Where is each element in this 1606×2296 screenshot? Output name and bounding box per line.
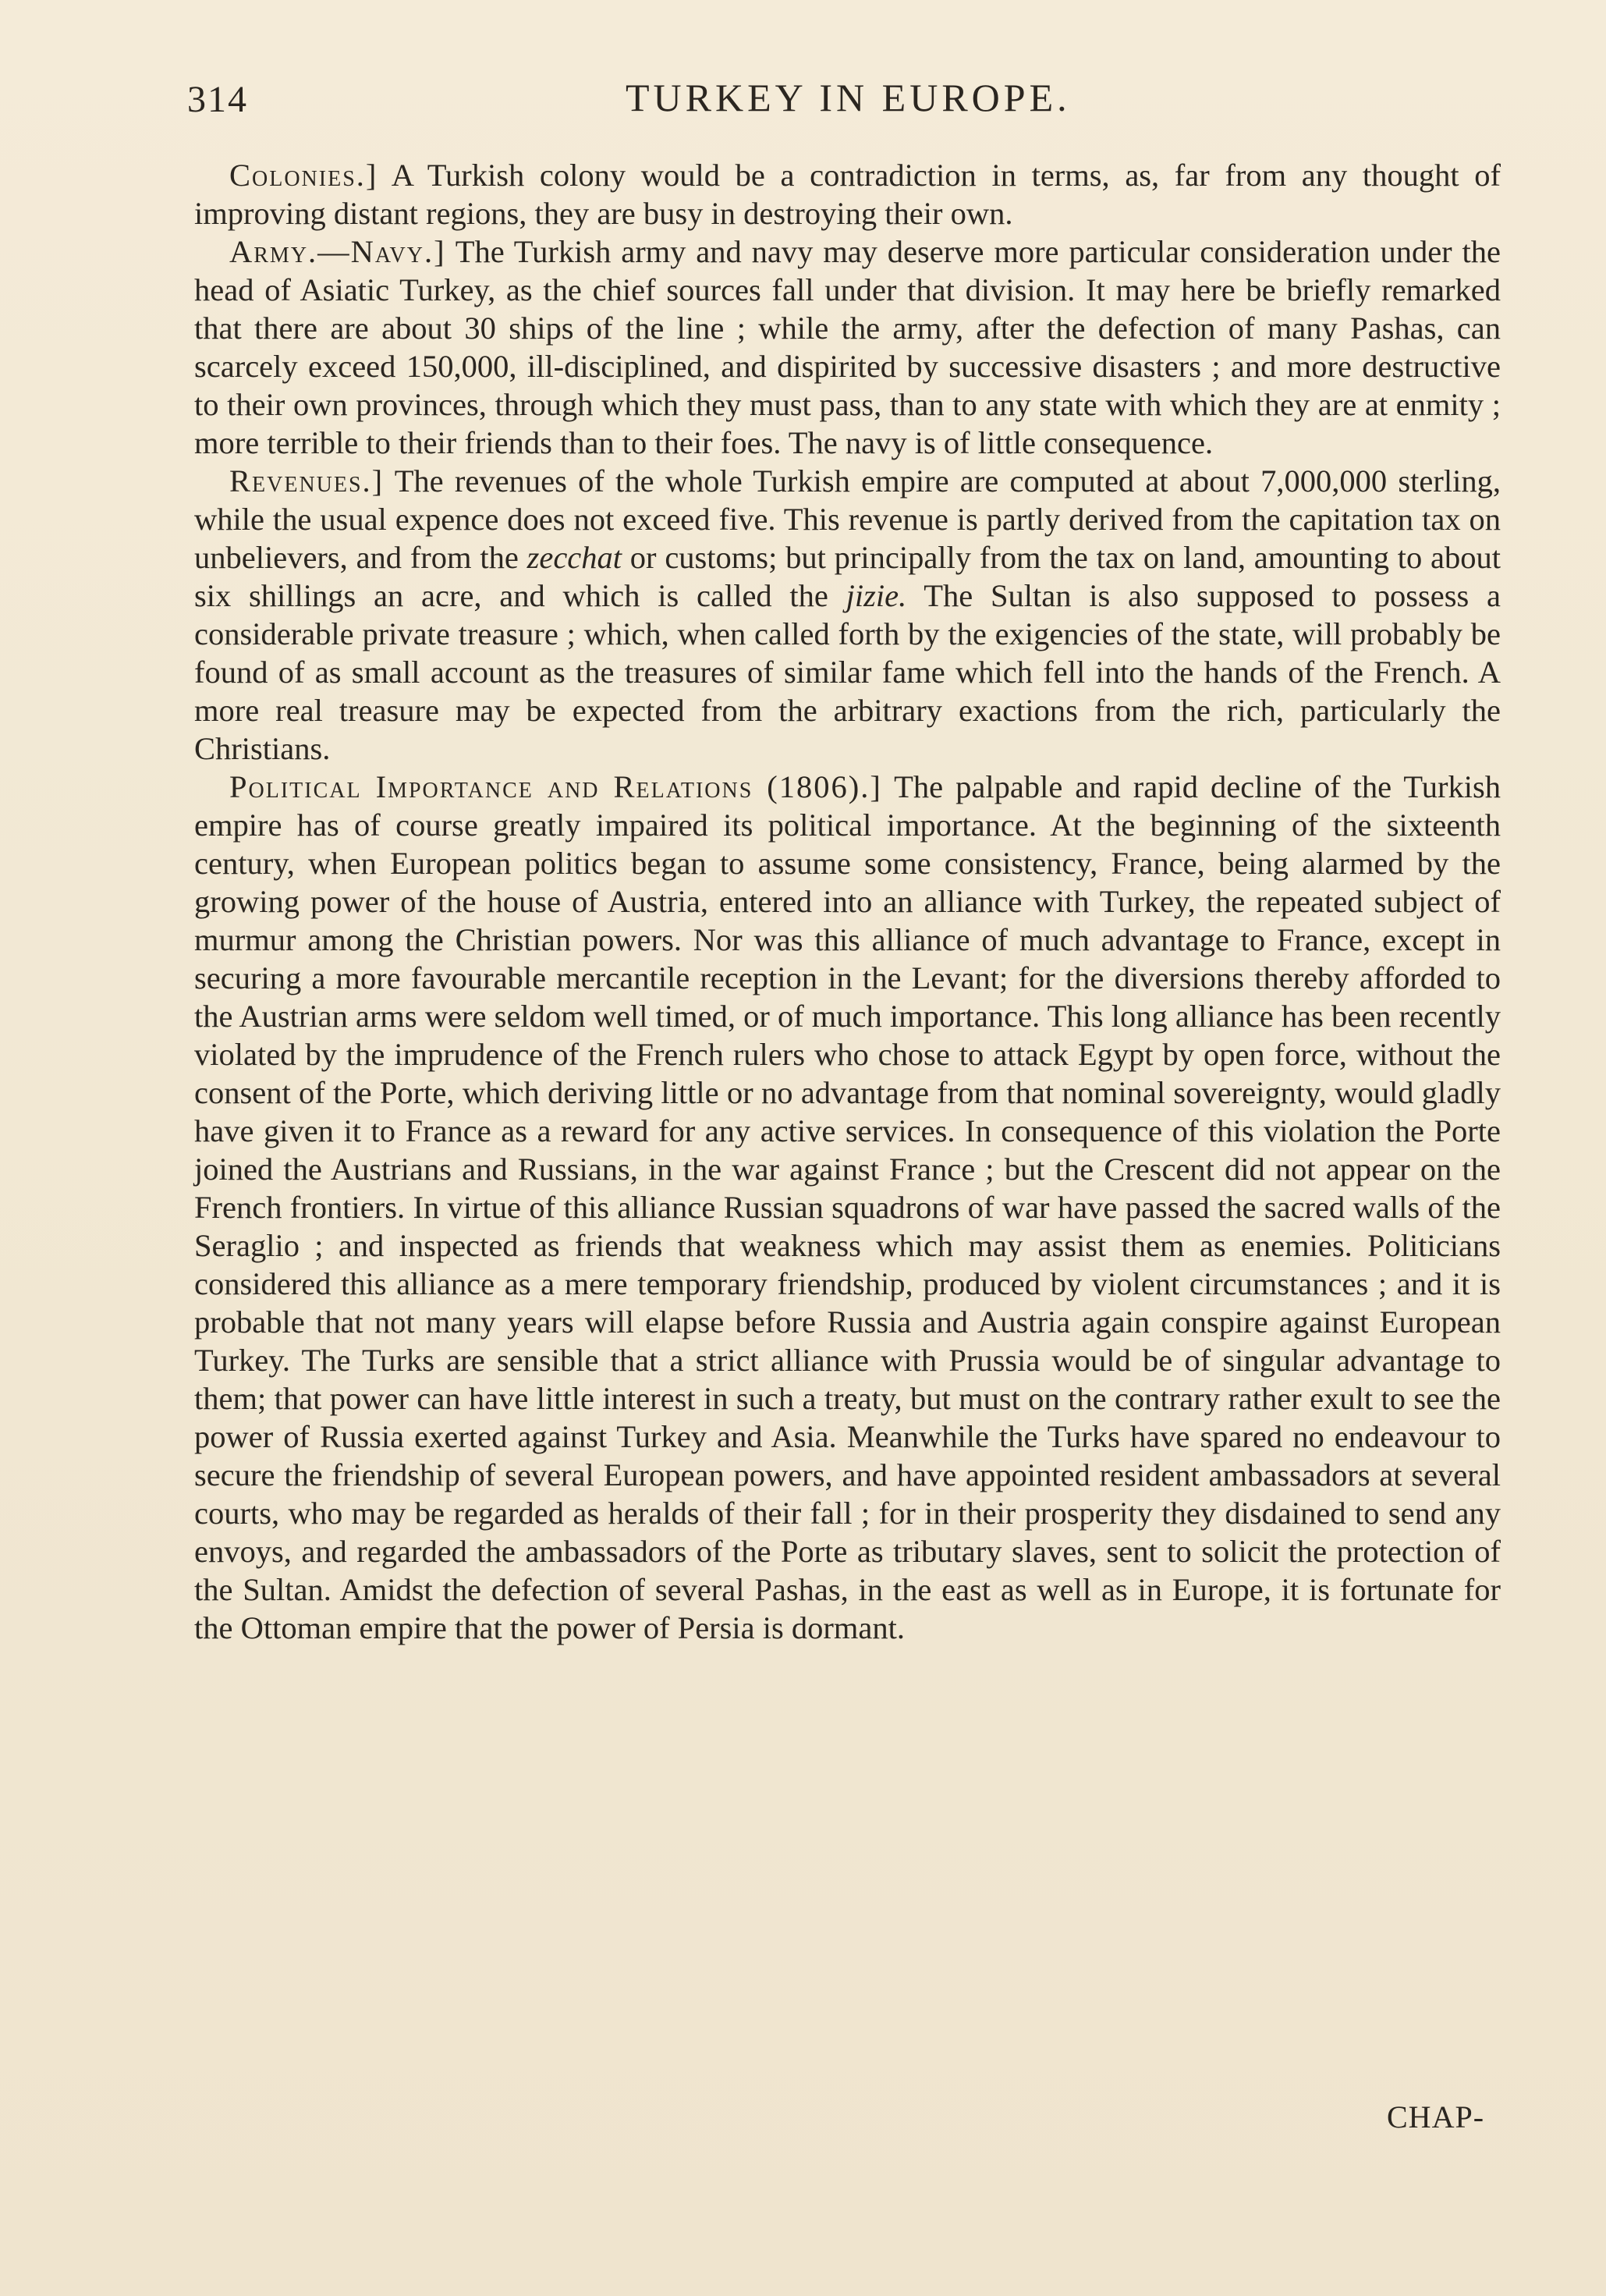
catchword: CHAP- [1387, 2099, 1485, 2135]
paragraph-political-importance [194, 768, 1501, 1647]
paragraph-text: The palpable and rapid decline of the Turkish empire has of course greatly impaired its political importance. At the beginning of the sixteenth century, when European politics began to assume some consistency, France, being alarmed by the growing power of the house of Austria, entered into an alliance with Turkey, the repeated subject of murmur among the Christian powers. Nor was this alliance of much advantage to France, except in securing a more favourable mercantile reception in the Levant; for the diversions thereby afforded to the Austrian arms were seldom well timed, or of much importance. This long alliance has been recently violated by the imprudence of the French rulers who chose to attack Egypt by open force, without the consent of the Porte, which deriving little or no advantage from that nominal sovereignty, would gladly have given it to France as a reward for any active services. In consequence of this violation the Porte joined the Austrians and Russians, in the war against France ; but the Crescent did not appear on the French frontiers. In virtue of this alliance Russian squadrons of war have passed the sacred walls of the Seraglio ; and inspected as friends that weakness which may assist them as enemies. Politicians considered this alliance as a mere temporary friendship, produced by violent circumstances ; and it is probable that not many years will elapse before Russia and Austria again conspire against European Turkey. The Turks are sensible that a strict alliance with Prussia would be of singular advantage to them; that power can have little interest in such a treaty, but must on the contrary rather exult to see the power of Russia exerted against Turkey and Asia. Meanwhile the Turks have spared no endeavour to secure the friendship of several European powers, and have appointed resident ambassadors at several courts, who may be regarded as heralds of their fall ; for in their prosperity they disdained to send any envoys, and regarded the ambassadors of the Porte as tributary slaves, sent to solicit the protection of the Sultan. Amidst the defection of several Pashas, in the east as well as in Europe, it is fortunate for the Ottoman empire that the power of Persia is dormant. [194, 769, 1501, 1645]
section-heading-colonies: Colonies.] [229, 158, 378, 193]
paragraph-text: The revenues of the whole Turkish empire are computed at about 7,000,000 sterling, while the usual expence does not exceed five. This revenue is partly derived from the capitation tax on unbelievers, and from the [194, 463, 1501, 575]
section-heading-political-importance: Political Importance and Relations (1806).] [229, 769, 882, 804]
section-heading-revenues: Revenues.] [229, 463, 385, 499]
italic-term: zecchat [526, 540, 622, 575]
paragraph-colonies [194, 156, 1501, 232]
paragraph-text: or customs; but principally from the tax on land, amounting to about six shillings an acre, and which is called the [194, 540, 1501, 613]
italic-term: jizie. [846, 578, 907, 613]
body-text [194, 156, 1501, 1647]
paragraph-text: The Sultan is also supposed to possess a considerable private treasure ; which, when called forth by the exigencies of the state, will probably be found of as small account as the treasures of similar fame which fell into the hands of the French. A more real treasure may be expected from the arbitrary exactions from the rich, particularly the Christians. [194, 578, 1501, 766]
section-heading-army-navy: Army.—Navy.] [229, 234, 446, 269]
paragraph-text: The Turkish army and navy may deserve more particular consideration under the head of Asiatic Turkey, as the chief sources fall under that division. It may here be briefly remarked that there are about 30 ships of the line ; while the army, after the defection of many Pashas, can scarcely exceed 150,000, ill-disciplined, and dispirited by successive disasters ; and more destructive to their own provinces, through which they must pass, than to any state with which they are at enmity ; more terrible to their friends than to their foes. The navy is of little consequence. [194, 234, 1501, 460]
page-header [181, 72, 1507, 134]
paragraph-revenues [194, 462, 1501, 768]
paragraph-text: A Turkish colony would be a contradiction in terms, as, far from any thought of improving distant regions, they are busy in destroying their own. [194, 158, 1501, 231]
page-number: 314 [187, 79, 248, 120]
paragraph-army-navy [194, 232, 1501, 462]
running-title: TURKEY IN EUROPE. [626, 76, 1071, 119]
